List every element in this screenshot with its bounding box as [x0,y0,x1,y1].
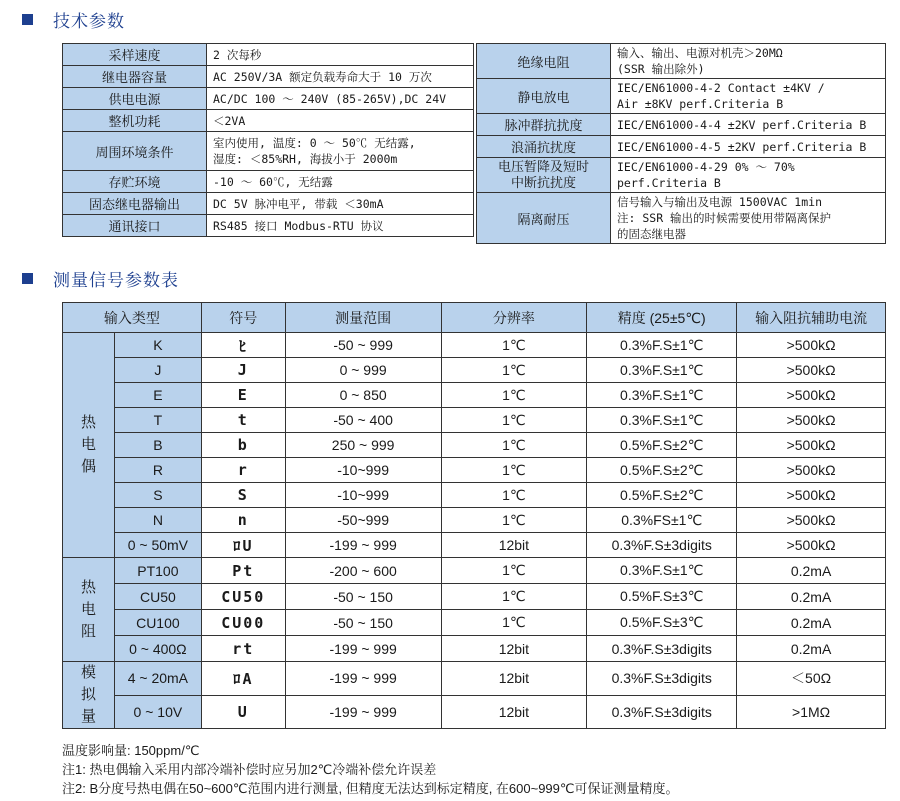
table-row [63,383,886,408]
table-row [63,662,886,696]
symbol-cell: b [201,433,285,458]
notes [62,741,679,798]
spec-key: 通讯接口 [63,215,207,237]
input-type-cell: R [114,458,201,483]
measure-header-row [63,303,886,333]
spec-value-line: Air ±8KV perf.Criteria B [617,97,784,111]
spec-value [611,158,886,193]
table-row [63,433,886,458]
range-cell: -199 ~ 999 [285,533,441,558]
symbol-cell: CU00 [201,610,285,636]
header-symbol: 符号 [201,303,285,333]
input-type-cell: PT100 [114,558,201,584]
table-row [63,610,886,636]
symbol-cell: E [201,383,285,408]
spec-key: 绝缘电阻 [477,44,611,79]
symbol-cell: Pt [201,558,285,584]
group-label-char: 模 [80,664,96,681]
resolution-cell: 1℃ [441,508,587,533]
impedance-cell: >500kΩ [737,483,886,508]
spec-value-line: 的固态继电器 [617,227,686,241]
accuracy-cell: 0.5%F.S±2℃ [587,458,737,483]
spec-value-line: (SSR 输出除外) [617,62,705,76]
accuracy-cell: 0.3%F.S±1℃ [587,358,737,383]
spec-key-line: 电压暂降及短时 [497,159,589,174]
resolution-cell: 1℃ [441,433,587,458]
spec-value-line: IEC/EN61000-4-29 0% ～ 70% [617,160,795,174]
resolution-cell: 1℃ [441,408,587,433]
resolution-cell: 1℃ [441,358,587,383]
table-row [63,533,886,558]
heading-square-icon [22,273,33,284]
range-cell: 250 ~ 999 [285,433,441,458]
symbol-cell: rt [201,636,285,662]
resolution-cell: 1℃ [441,458,587,483]
range-cell: -199 ~ 999 [285,662,441,696]
spec-key: 供电电源 [63,88,207,110]
header-input-type: 输入类型 [63,303,202,333]
range-cell: -199 ~ 999 [285,636,441,662]
tech-params-heading [22,6,125,32]
spec-key: 隔离耐压 [477,193,611,244]
impedance-cell: 0.2mA [737,558,886,584]
accuracy-cell: 0.3%F.S±3digits [587,662,737,696]
input-type-cell: B [114,433,201,458]
range-cell: -50 ~ 150 [285,610,441,636]
accuracy-cell: 0.3%F.S±3digits [587,695,737,729]
table-row [63,333,886,358]
input-type-cell: E [114,383,201,408]
group-label [63,662,115,729]
range-cell: -50 ~ 150 [285,584,441,610]
accuracy-cell: 0.3%F.S±3digits [587,533,737,558]
tech-params-title: 技术参数 [53,11,125,31]
spec-value: AC/DC 100 ～ 240V (85-265V),DC 24V [207,88,474,110]
spec-value-line: 注: SSR 输出的时候需要使用带隔离保护 [617,211,832,225]
impedance-cell: ＜50Ω [737,662,886,696]
input-type-cell: CU100 [114,610,201,636]
impedance-cell: >1MΩ [737,695,886,729]
table-row [63,584,886,610]
range-cell: -10~999 [285,458,441,483]
impedance-cell: >500kΩ [737,533,886,558]
accuracy-cell: 0.3%F.S±1℃ [587,333,737,358]
group-label-char: 热 [80,414,96,431]
spec-value [611,193,886,244]
input-type-cell: 0 ~ 50mV [114,533,201,558]
symbol-cell: ﾋ [201,333,285,358]
resolution-cell: 1℃ [441,584,587,610]
measure-title: 测量信号参数表 [53,270,179,290]
spec-key: 浪涌抗扰度 [477,136,611,158]
resolution-cell: 1℃ [441,383,587,408]
group-label [63,558,115,662]
impedance-cell: >500kΩ [737,358,886,383]
note-line: 温度影响量: 150ppm/℃ [62,743,200,758]
table-row [63,636,886,662]
spec-key: 周围环境条件 [63,132,207,171]
spec-key: 存贮环境 [63,171,207,193]
header-impedance: 输入阻抗辅助电流 [737,303,886,333]
range-cell: 0 ~ 850 [285,383,441,408]
spec-key: 采样速度 [63,44,207,66]
accuracy-cell: 0.5%F.S±2℃ [587,483,737,508]
spec-value [611,79,886,114]
symbol-cell: S [201,483,285,508]
table-row [63,458,886,483]
input-type-cell: 0 ~ 400Ω [114,636,201,662]
range-cell: -50 ~ 400 [285,408,441,433]
range-cell: -50~999 [285,508,441,533]
input-type-cell: K [114,333,201,358]
symbol-cell: r [201,458,285,483]
spec-value [207,132,474,171]
spec-key [477,158,611,193]
spec-key: 整机功耗 [63,110,207,132]
spec-value: IEC/EN61000-4-4 ±2KV perf.Criteria B [611,114,886,136]
spec-value-line: IEC/EN61000-4-2 Contact ±4KV / [617,81,825,95]
spec-value: IEC/EN61000-4-5 ±2KV perf.Criteria B [611,136,886,158]
input-type-cell: 4 ~ 20mA [114,662,201,696]
group-label-char: 阻 [80,622,96,640]
accuracy-cell: 0.3%FS±1℃ [587,508,737,533]
group-label-char: 电 [80,600,96,618]
impedance-cell: 0.2mA [737,584,886,610]
table-row [63,508,886,533]
accuracy-cell: 0.5%F.S±3℃ [587,584,737,610]
table-row [63,483,886,508]
impedance-cell: >500kΩ [737,433,886,458]
group-label-char: 热 [80,578,96,596]
impedance-cell: >500kΩ [737,333,886,358]
impedance-cell: 0.2mA [737,636,886,662]
resolution-cell: 12bit [441,636,587,662]
resolution-cell: 1℃ [441,610,587,636]
header-resolution: 分辨率 [441,303,587,333]
spec-key: 脉冲群抗扰度 [477,114,611,136]
range-cell: 0 ~ 999 [285,358,441,383]
resolution-cell: 1℃ [441,558,587,584]
spec-value-line: 信号输入与输出及电源 1500VAC 1min [617,195,823,209]
resolution-cell: 1℃ [441,483,587,508]
spec-table-right [476,43,886,244]
input-type-cell: S [114,483,201,508]
symbol-cell: U [201,695,285,729]
spec-value [611,44,886,79]
accuracy-cell: 0.3%F.S±1℃ [587,408,737,433]
header-accuracy: 精度 (25±5℃) [587,303,737,333]
range-cell: -10~999 [285,483,441,508]
accuracy-cell: 0.3%F.S±3digits [587,636,737,662]
spec-value-line: 湿度: ＜85%RH, 海拔小于 2000m [213,152,398,166]
accuracy-cell: 0.3%F.S±1℃ [587,558,737,584]
resolution-cell: 12bit [441,533,587,558]
group-label [63,333,115,558]
accuracy-cell: 0.5%F.S±2℃ [587,433,737,458]
header-range: 测量范围 [285,303,441,333]
table-row [63,408,886,433]
resolution-cell: 1℃ [441,333,587,358]
table-row [63,695,886,729]
spec-key: 继电器容量 [63,66,207,88]
spec-value-line: 室内使用, 温度: 0 ～ 50℃ 无结露, [213,136,416,150]
spec-key-line: 中断抗扰度 [510,175,576,190]
input-type-cell: 0 ~ 10V [114,695,201,729]
input-type-cell: N [114,508,201,533]
spec-value-line: perf.Criteria B [617,176,721,190]
impedance-cell: 0.2mA [737,610,886,636]
spec-value: DC 5V 脉冲电平, 带载 ＜30mA [207,193,474,215]
accuracy-cell: 0.5%F.S±3℃ [587,610,737,636]
impedance-cell: >500kΩ [737,508,886,533]
note-line: 注2: B分度号热电偶在50~600℃范围内进行测量, 但精度无法达到标定精度, 在600~999℃可保证测量精度。 [62,781,679,796]
resolution-cell: 12bit [441,662,587,696]
range-cell: -50 ~ 999 [285,333,441,358]
group-label-char: 偶 [80,458,96,475]
spec-key: 静电放电 [477,79,611,114]
spec-value-line: 输入、输出、电源对机壳＞20MΩ [617,46,783,60]
table-row [63,358,886,383]
range-cell: -199 ~ 999 [285,695,441,729]
spec-key: 固态继电器输出 [63,193,207,215]
spec-value: ＜2VA [207,110,474,132]
group-label-char: 电 [80,436,96,453]
group-label-char: 量 [80,708,96,725]
range-cell: -200 ~ 600 [285,558,441,584]
symbol-cell: ﾛU [201,533,285,558]
spec-table-left [62,43,474,237]
symbol-cell: CU50 [201,584,285,610]
spec-value: 2 次每秒 [207,44,474,66]
symbol-cell: J [201,358,285,383]
measure-table [62,302,886,729]
input-type-cell: CU50 [114,584,201,610]
spec-value: -10 ～ 60℃, 无结露 [207,171,474,193]
impedance-cell: >500kΩ [737,408,886,433]
symbol-cell: n [201,508,285,533]
spec-value: AC 250V/3A 额定负载寿命大于 10 万次 [207,66,474,88]
table-row [63,558,886,584]
note-line: 注1: 热电偶输入采用内部冷端补偿时应另加2℃冷端补偿允许误差 [62,762,437,777]
heading-square-icon [22,14,33,25]
impedance-cell: >500kΩ [737,458,886,483]
measure-heading [22,265,179,291]
accuracy-cell: 0.3%F.S±1℃ [587,383,737,408]
spec-value: RS485 接口 Modbus-RTU 协议 [207,215,474,237]
input-type-cell: T [114,408,201,433]
impedance-cell: >500kΩ [737,383,886,408]
symbol-cell: ﾛA [201,662,285,696]
input-type-cell: J [114,358,201,383]
group-label-char: 拟 [80,686,96,703]
resolution-cell: 12bit [441,695,587,729]
symbol-cell: t [201,408,285,433]
